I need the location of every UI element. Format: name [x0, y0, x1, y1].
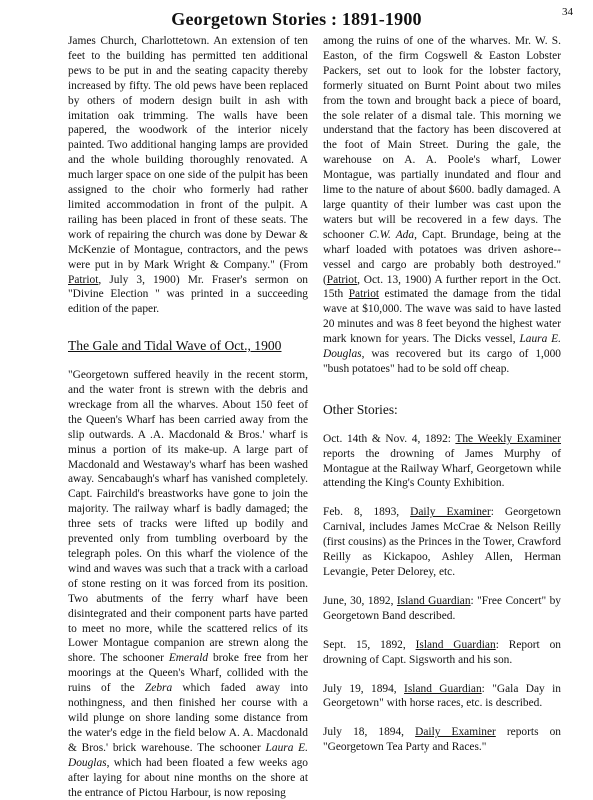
page-number: 34: [562, 6, 573, 18]
story-item: [323, 505, 561, 580]
story-item: [323, 432, 561, 492]
text-span: , Oct. 13, 1900) A further report in the Oct. 15th: [323, 273, 561, 301]
item-text: reports on "Georgetown Tea Party and Races.": [323, 726, 561, 754]
item-date: Oct. 14th & Nov. 4, 1892:: [323, 432, 456, 445]
source-citation: Patriot: [68, 273, 99, 286]
ship-name: Laura E. Douglas: [68, 741, 308, 769]
story-item: [323, 594, 561, 624]
item-text: : "Free Concert" by Georgetown Band described.: [323, 594, 561, 622]
source-citation: Daily Examiner: [410, 506, 491, 519]
left-column: [68, 34, 308, 800]
ship-name: Emerald: [168, 652, 209, 665]
other-stories-heading: Other Stories:: [323, 401, 398, 417]
item-date: June, 30, 1892,: [323, 594, 397, 607]
source-citation: Island Guardian: [396, 594, 471, 607]
right-column: [323, 34, 561, 755]
text-span: , July 3, 1900) Mr. Fraser's sermon on "Divine Election " was printed in a succeeding edition of the paper.: [68, 273, 308, 316]
item-text: : Report on drowning of Capt. Sigsworth and his son.: [323, 638, 561, 666]
text-span: , which had been floated a few weeks ago after laying for about nine months on the shore at the entrance of Pictou Harbour, is now reposing: [68, 756, 308, 799]
item-text: : Georgetown Carnival, includes James McCrae & Nelson Reilly (first cousins) as the Princes in the Tower, Crawford Reilly as Kickapoo, Ashley Allen, Herman Levangie, Peter Delorey, etc.: [323, 506, 562, 578]
story-item: [323, 638, 561, 668]
source-citation: The Weekly Examiner: [455, 432, 562, 445]
page-title: Georgetown Stories : 1891-1900: [171, 9, 422, 29]
text-span: which faded away into nothingness, and then finished her course with a wild plunge on shore landing some distance from the water's edge in the field below A. A. Macdonald & Bros.' brick warehouse. The schooner: [68, 682, 308, 754]
source-citation: Patriot: [326, 273, 358, 286]
source-citation: Island Guardian: [415, 638, 496, 651]
story-item: [323, 682, 561, 712]
text-span: James Church, Charlottetown. An extension of ten feet to the building has permitted ten additional pews to be put in and the seating capacity thereby increased by fifty. The old pews have been replaced by others of modern design built in ash with imitation oak trimming. The walls have been papered, the woodwork of the interior nicely painted. Two additional hanging lamps are provided and the whole building thoroughly renovated. A much larger space on one side of the pulpit has been assigned to the choir who formerly had rather limited accommodation in front of the pulpit. A railing has been placed in front of these seats. The work of repairing the church was done by Dewar & McKenzie of Montague, contractors, and the pews were put in by Mark Wright & Company." (From: [68, 35, 308, 271]
source-citation: Patriot: [348, 288, 380, 301]
item-date: July 19, 1894,: [323, 682, 405, 695]
item-text: : "Gala Day in Georgetown" with horse races, etc. is described.: [323, 682, 562, 710]
text-span: , was recovered but its cargo of 1,000 "bush potatoes" had to be sold off cheap.: [323, 348, 561, 375]
ship-name: Zebra: [144, 682, 173, 695]
story-item: [323, 725, 561, 755]
item-text: reports the drowning of James Murphy of Montague at the Railway Wharf, Georgetown while attending the King's County Exhibition.: [323, 447, 561, 490]
item-date: Feb. 8, 1893,: [323, 506, 411, 519]
section-heading: The Gale and Tidal Wave of Oct., 1900: [68, 338, 282, 354]
ship-name: C.W. Ada: [369, 228, 415, 241]
ship-name: Laura E. Douglas: [323, 333, 561, 361]
text-span: broke free from her moorings at the Queen's Wharf, collided with the ruins of the: [68, 652, 308, 695]
gale-continuation-paragraph: [323, 34, 561, 377]
item-date: July 18, 1894,: [323, 726, 416, 739]
source-citation: Daily Examiner: [415, 726, 496, 739]
item-date: Sept. 15, 1892,: [323, 638, 416, 651]
church-paragraph: [68, 34, 308, 317]
gale-paragraph: [68, 368, 308, 800]
text-span: "Georgetown suffered heavily in the recent storm, and the water front is strewn with the debris and wreckage from all the wharves. About 150 feet of the Queen's Wharf has been carried away from the slip outwards. A .A. Macdonald & Bros.' wharf is minus a portion of its make-up. A large part of Macdonald and Westaway's wharf has been washed away. Sencabaugh's wharf has vanished completely. Capt. Fairchild's breastworks have gone to join the majority. The railway wharf is badly damaged; the three sets of tracks were lifted up bodily and prevented only from tumbling overboard by the telegraph poles. On this wharf the violence of the wind and waves was such that a track with a carload of stone resting on it was forced from its position. Two abutments of the ferry wharf have been disintegrated and their component parts have parted to meet no more, while the scattered relics of its Lower Montague companion are strewn along the shore. The schooner: [68, 369, 308, 665]
text-span: among the ruins of one of the wharves. Mr. W. S. Easton, of the firm Cogswell & Easton Lobster Packers, set out to look for the lobster factory, formerly situated on Burnt Point about two miles from the town and brought back a piece of board, the sole relater of a dismal tale. This morning we understand that the factory has been discovered at the foot of Main Street. During the gale, the warehouse on A. A. Poole's wharf, Lower Montague, was partially inundated and flour and lime to the nature of about $600. badly damaged. A large quantity of their lumber was cast upon the waters but will be recovered in a few days. The schooner: [323, 35, 561, 241]
text-span: , Capt. Brundage, being at the wharf loaded with potatoes was driven ashore--vessel and cargo are probably both destroyed." (: [323, 228, 561, 286]
text-span: estimated the damage from the tidal wave at $10,000. The wave was said to have lasted 20 minutes and was 8 feet beyond the highest water mark known for years. The Dicks vessel,: [323, 288, 561, 346]
source-citation: Island Guardian: [404, 682, 482, 695]
